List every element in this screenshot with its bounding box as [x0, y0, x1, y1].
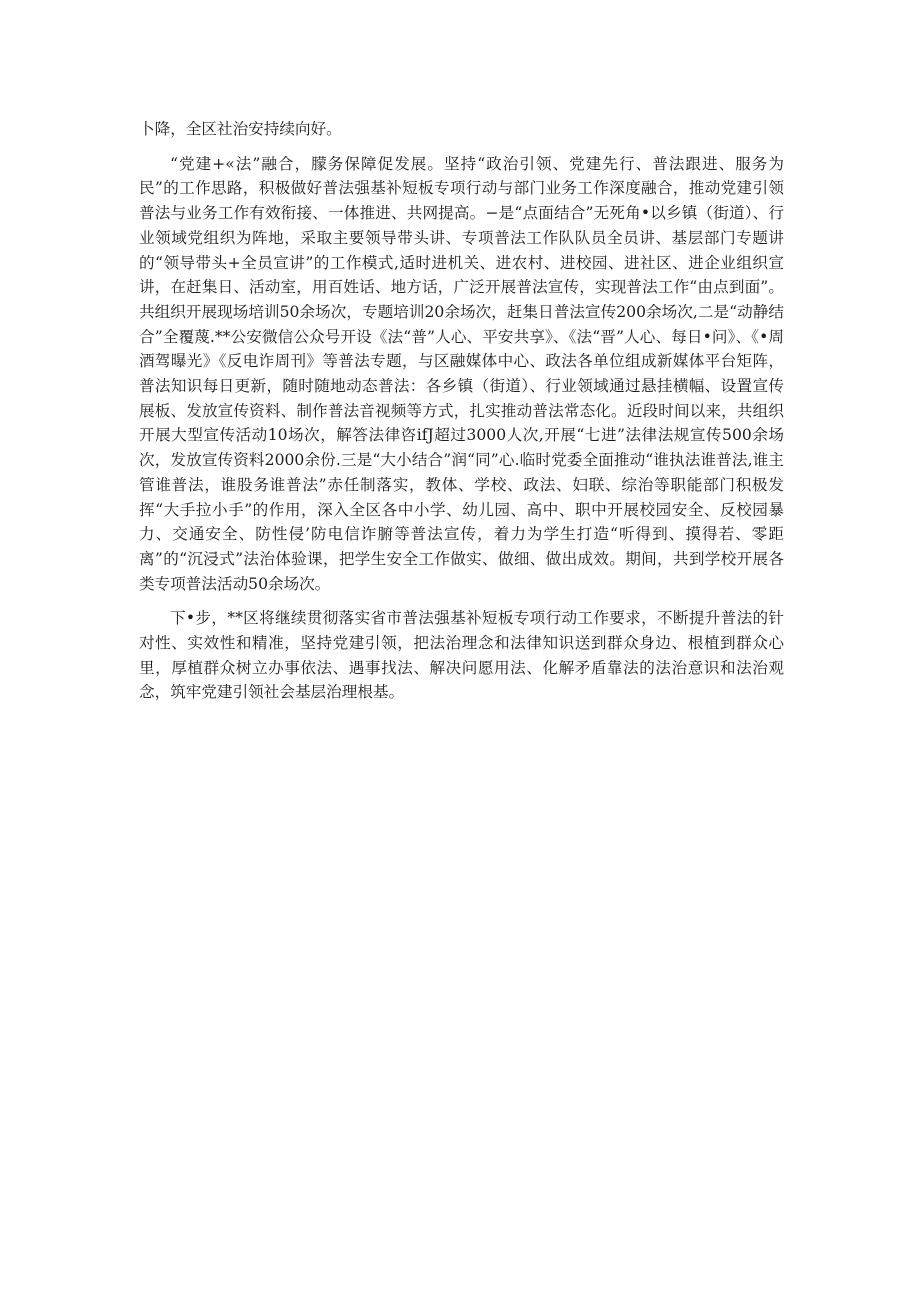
paragraph-gap	[139, 142, 784, 152]
document-body	[139, 117, 784, 705]
paragraph-gap	[139, 596, 784, 606]
paragraph-next-steps: 下•步，**区将继续贯彻落实省市普法强基补短板专项行动工作要求，不断提升普法的针对性、实效性和精准，坚持党建引领，把法治理念和法律知识送到群众身边、根植到群众心里，厚植群众树立办事依法、遇事找法、解决问愿用法、化解矛盾靠法的法治意识和法治观念，筑牢党建引领社会基层治理根基。	[139, 609, 784, 702]
paragraph-continuation: 卜降，全区社治安持续向好。	[139, 120, 342, 138]
paragraph-party-building: “党建+«法”融合，朦务保障促发展。坚持“政治引领、党建先行、普法跟进、服务为民”的工作思路，积极做好普法强基补短板专项行动与部门业务工作深度融合，推动党建引领普法与业务工作有效衔接、一体推进、共网提高。−是“点面结合”无死角•以乡镇（街道）、行业领域党组织为阵地，采取主要领导带头讲、专项普法工作队队员全员讲、基层部门专题讲的“领导带头+全员宣讲”的工作模式,适时进机关、进农村、进校园、进社区、进企业组织宣讲，在赶集日、活动室，用百姓话、地方话，广泛开展普法宣传，实现普法工作“由点到面”。共组织开展现场培训50余场次，专题培训20余场次，赶集日普法宣传200余场次,二是“动静结合”全覆蔑.**公安微信公众号开设《法“普”人心、平安共享》、《法“晋”人心、每日•问》、《•周酒驾曝光》《反电诈周刊》等普法专题，与区融媒体中心、政法各单位组成新媒体平台矩阵，普法知识每日更新，随时随地动态普法：各乡镇（街道）、行业领域通过悬挂横幅、设置宣传展板、发放宣传资料、制作普法音视频等方式，扎实推动普法常态化。近段时间以来，共组织开展大型宣传活动10场次，解答法律咨ifJ超过3000人次,开展“七进”法律法规宣传500余场次，发放宣传资料2000余份.三是“大小结合”润“同”心.临时党委全面推动“谁执法谁普法,谁主管谁普法，谁股务谁普法”赤任制落实，教体、学校、政法、妇联、综治等职能部门积极发挥“大手拉小手”的作用，深入全区各中小学、幼儿园、高中、职中开展校园安全、反校园暴力、交通安全、防性侵’防电信诈腑等普法宣传，着力为学生打造“听得到、摸得若、零距离”的“沉浸式”法治体验课，把学生安全工作做实、做细、做出成效。期间，共到学校开展各类专项普法活动50余场次。	[139, 154, 784, 593]
